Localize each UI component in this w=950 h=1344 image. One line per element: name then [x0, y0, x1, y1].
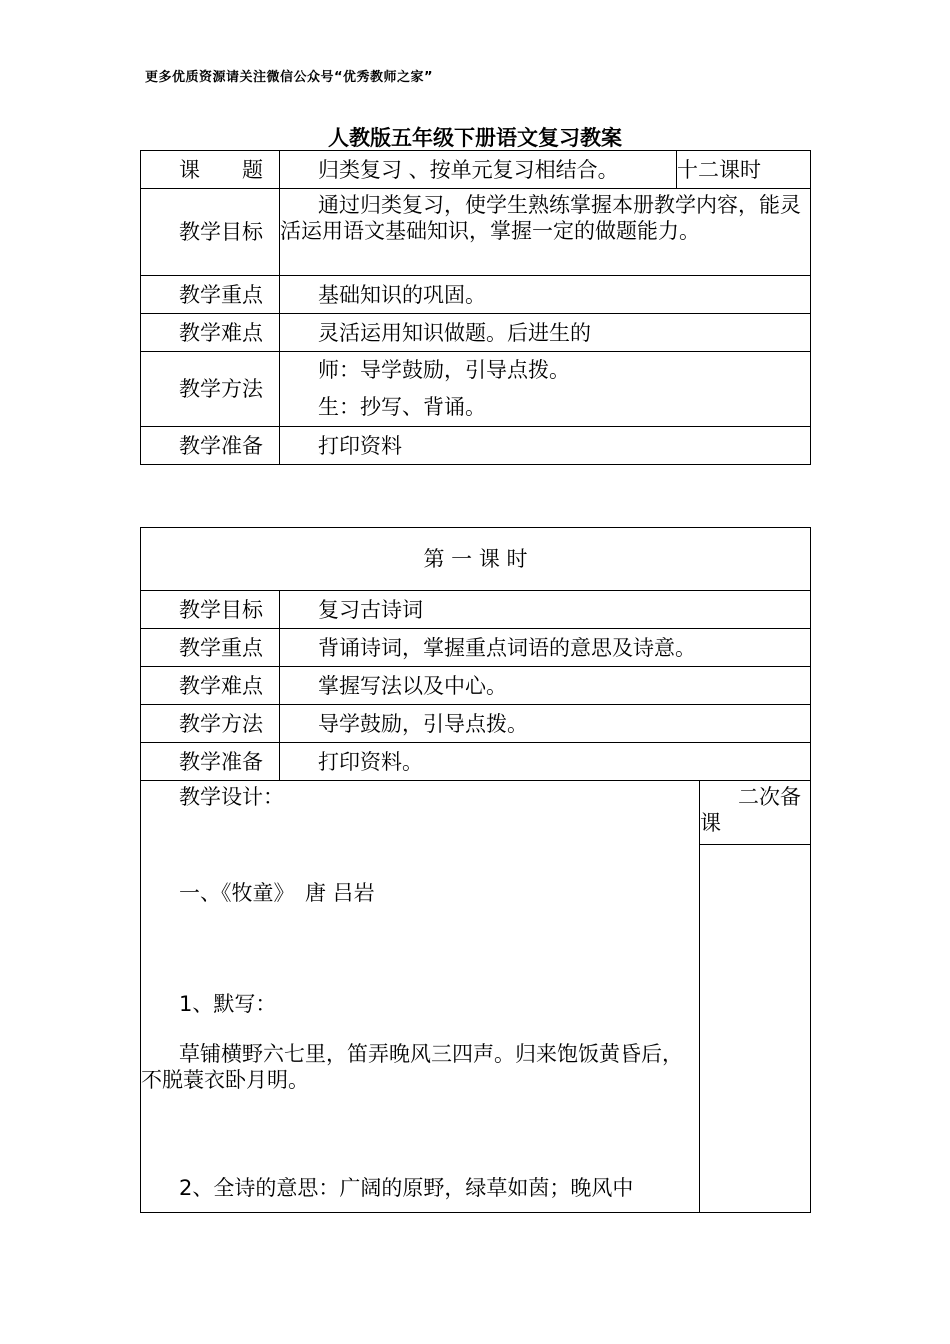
lesson-method-value: 导学鼓励，引导点拨。 [280, 705, 811, 743]
prep-value: 打印资料 [280, 427, 811, 465]
poem-heading: 一、《牧童》 唐 吕岩 [179, 881, 375, 905]
second-prep-label: 二次备课 [700, 781, 810, 845]
lesson-prep-label: 教学准备 [141, 743, 280, 781]
second-prep-cell [700, 781, 811, 1213]
prep-label: 教学准备 [141, 427, 280, 465]
lesson-key-value: 背诵诗词，掌握重点词语的意思及诗意。 [280, 629, 811, 667]
difficulty-value: 灵活运用知识做题。后进生的 [280, 314, 811, 352]
document-title: 人教版五年级下册语文复习教案 [328, 126, 622, 150]
difficulty-label: 教学难点 [141, 314, 280, 352]
teaching-design-cell [141, 781, 700, 1213]
method-value [280, 352, 811, 427]
subject-value: 归类复习 、按单元复习相结合。 [280, 151, 677, 189]
objective-label: 教学目标 [141, 189, 280, 276]
total-hours: 十二课时 [677, 151, 811, 189]
lesson-method-label: 教学方法 [141, 705, 280, 743]
poem-text: 草铺横野六七里，笛弄晚风三四声。归来饱饭黄昏后，不脱蓑衣卧月明。 [141, 1042, 683, 1092]
objective-value: 通过归类复习，使学生熟练掌握本册教学内容，能灵活运用语文基础知识，掌握一定的做题能力。 [280, 189, 811, 276]
lesson-one-table [140, 527, 811, 1213]
header-note: 更多优质资源请关注微信公众号“优秀教师之家” [145, 70, 434, 85]
lesson-objective-value: 复习古诗词 [280, 591, 811, 629]
key-point-label: 教学重点 [141, 276, 280, 314]
design-label: 教学设计： [179, 785, 284, 809]
lesson-prep-value: 打印资料。 [280, 743, 811, 781]
dictation-label: 1、默写： [179, 992, 277, 1016]
overview-table [140, 150, 811, 465]
lesson-key-label: 教学重点 [141, 629, 280, 667]
poem-meaning: 2、全诗的意思：广阔的原野，绿草如茵；晚风中 [179, 1176, 634, 1200]
method-teacher: 师：导学鼓励，引导点拨。 [318, 358, 570, 382]
lesson-title: 第 一 课 时 [141, 528, 811, 591]
method-student: 生：抄写、背诵。 [318, 395, 486, 419]
subject-label: 课 题 [141, 151, 280, 189]
method-label: 教学方法 [141, 352, 280, 427]
lesson-difficulty-value: 掌握写法以及中心。 [280, 667, 811, 705]
key-point-value: 基础知识的巩固。 [280, 276, 811, 314]
lesson-difficulty-label: 教学难点 [141, 667, 280, 705]
lesson-objective-label: 教学目标 [141, 591, 280, 629]
